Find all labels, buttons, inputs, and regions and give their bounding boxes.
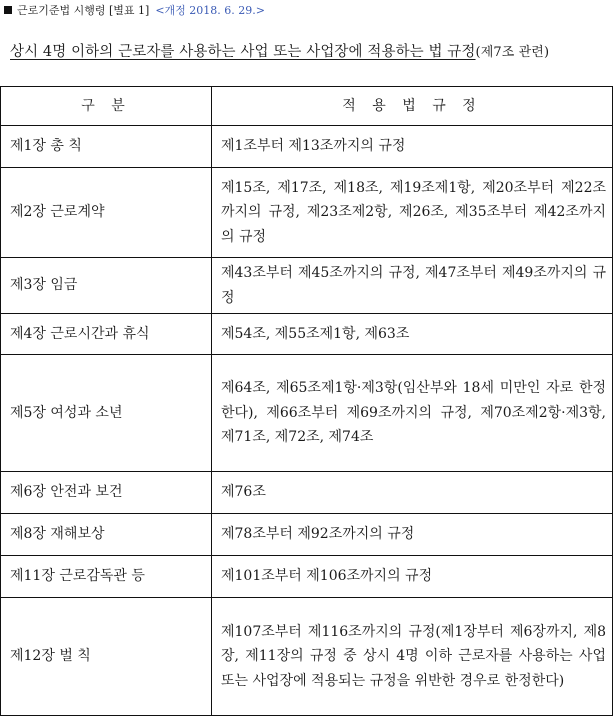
table-row: [1, 314, 613, 355]
table-row: [1, 472, 613, 514]
rule-cell: 제101조부터 제106조까지의 규정: [212, 556, 613, 598]
rule-cell: 제54조, 제55조제1항, 제63조: [212, 314, 613, 355]
table-row: [1, 355, 613, 472]
rule-cell: 제1조부터 제13조까지의 규정: [212, 126, 613, 168]
chapter-cell: 제8장 재해보상: [1, 514, 212, 556]
table-row: [1, 514, 613, 556]
rule-cell: 제64조, 제65조제1항·제3항(임산부와 18세 미만인 자로 한정한다), 제66조부터 제69조까지의 규정, 제70조제2항·제3항, 제71조, 제72조, 제74조: [212, 355, 613, 472]
chapter-cell: 제5장 여성과 소년: [1, 355, 212, 472]
chapter-cell: 제3장 임금: [1, 258, 212, 314]
chapter-cell: 제11장 근로감독관 등: [1, 556, 212, 598]
page-title: [10, 40, 549, 61]
column-header-category: 구 분: [1, 87, 212, 126]
rules-table: [0, 86, 613, 716]
amendment-date: <개정 2018. 6. 29.>: [155, 4, 265, 17]
title-suffix: (제7조 관련): [475, 45, 550, 60]
rule-cell: 제76조: [212, 472, 613, 514]
rule-cell: 제43조부터 제45조까지의 규정, 제47조부터 제49조까지의 규정: [212, 258, 613, 314]
table-row: [1, 126, 613, 168]
table-row: [1, 556, 613, 598]
table-row: [1, 598, 613, 716]
law-label: 근로기준법 시행령 [별표 1]: [17, 4, 150, 17]
table-row: [1, 258, 613, 314]
document-header: [4, 1, 265, 19]
rule-cell: 제107조부터 제116조까지의 규정(제1장부터 제6장까지, 제8장, 제11장의 규정 중 상시 4명 이하 근로자를 사용하는 사업 또는 사업장에 적용되는 규정을 위반한 경우로 한정한다): [212, 598, 613, 716]
rule-cell: 제78조부터 제92조까지의 규정: [212, 514, 613, 556]
black-square-icon: [4, 6, 12, 14]
title-main: 상시 4명 이하의 근로자를 사용하는 사업 또는 사업장에 적용하는 법 규정: [10, 44, 476, 60]
chapter-cell: 제12장 벌 칙: [1, 598, 212, 716]
chapter-cell: 제1장 총 칙: [1, 126, 212, 168]
column-header-rules: 적 용 법 규 정: [212, 87, 613, 126]
chapter-cell: 제4장 근로시간과 휴식: [1, 314, 212, 355]
rule-cell: 제15조, 제17조, 제18조, 제19조제1항, 제20조부터 제22조까지의 규정, 제23조제2항, 제26조, 제35조부터 제42조까지의 규정: [212, 168, 613, 258]
chapter-cell: 제2장 근로계약: [1, 168, 212, 258]
table-row: [1, 168, 613, 258]
table-header-row: [1, 87, 613, 126]
chapter-cell: 제6장 안전과 보건: [1, 472, 212, 514]
